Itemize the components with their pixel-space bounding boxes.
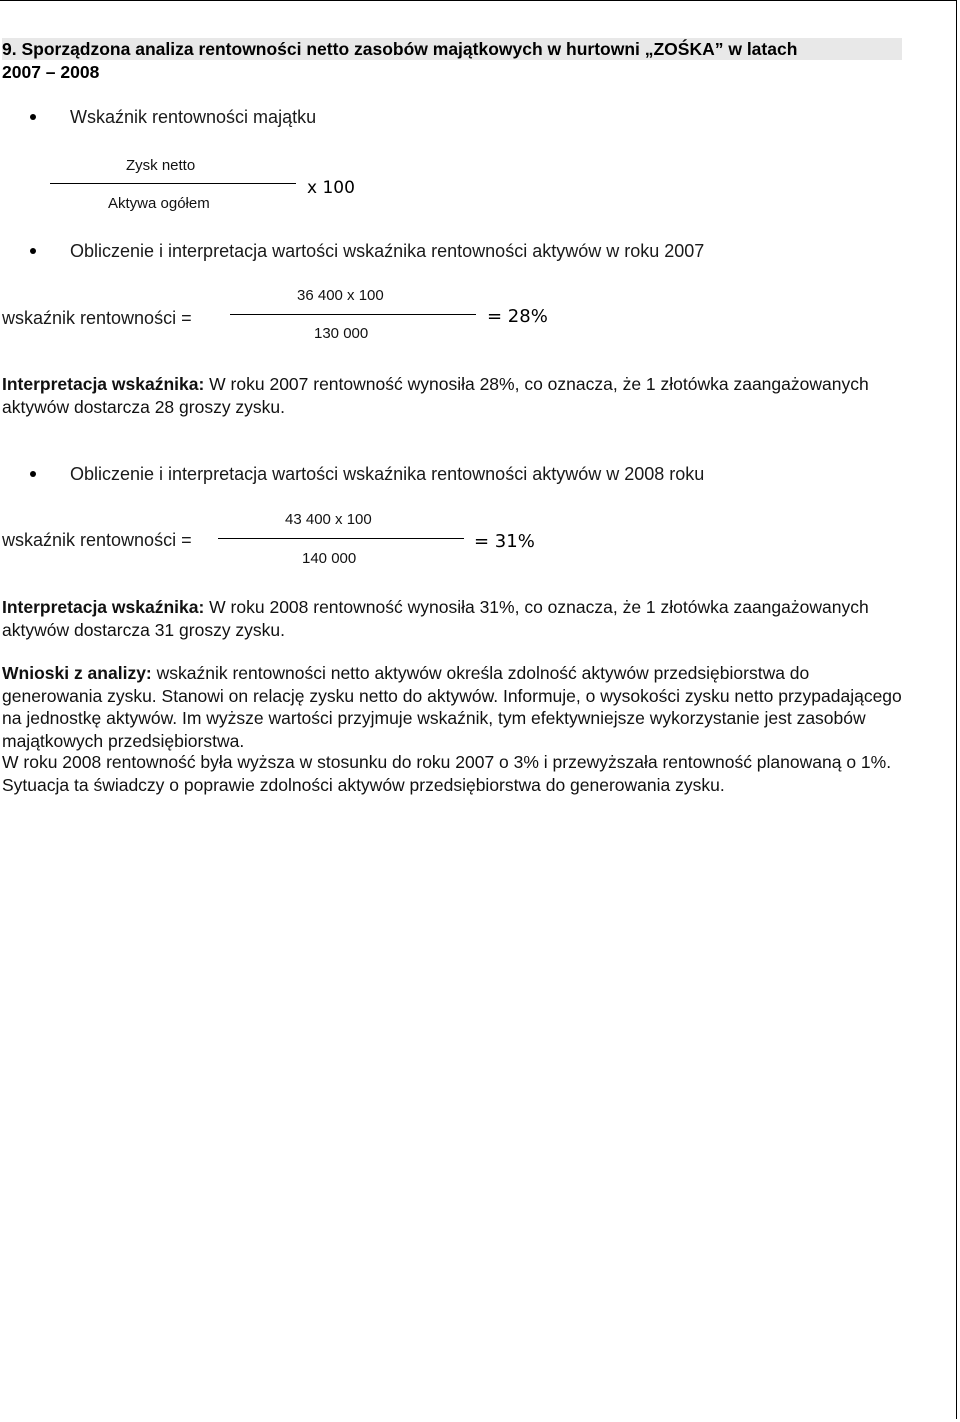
bullet-dot-icon	[30, 114, 36, 120]
formula-label-2007: wskaźnik rentowności =	[2, 308, 192, 328]
interpretation-2008	[2, 596, 902, 641]
interpretation-2007	[2, 373, 902, 418]
interpretation-text: W roku 2007 rentowność wynosiła 28%, co oznacza, że 1 złotówka zaangażowanych aktywów dostarcza 28 groszy zysku.	[2, 374, 869, 417]
formula-result-2007: = 28%	[487, 306, 548, 327]
fraction-line	[50, 183, 296, 184]
conclusions-text-2: W roku 2008 rentowność była wyższa w stosunku do roku 2007 o 3% i przewyższała rentowność planowaną o 1%. Sytuacja ta świadczy o poprawie zdolności aktywów przedsiębiorstwa do generowania zysku.	[2, 752, 892, 795]
conclusions-paragraph-2	[2, 751, 902, 796]
conclusions-label: Wnioski z analizy:	[2, 663, 152, 683]
heading-line-2: 2007 – 2008	[2, 62, 100, 82]
interpretation-label: Interpretacja wskaźnika:	[2, 597, 205, 617]
section-heading	[2, 38, 902, 84]
formula-multiplier: x 100	[307, 178, 355, 198]
bullet-text: Wskaźnik rentowności majątku	[70, 107, 317, 127]
bullet-text: Obliczenie i interpretacja wartości wskaźnika rentowności aktywów w 2008 roku	[70, 464, 705, 484]
fraction-line-2007	[230, 314, 476, 315]
formula-denominator: Aktywa ogółem	[108, 195, 210, 212]
conclusions-paragraph	[2, 662, 902, 752]
conclusions-text: wskaźnik rentowności netto aktywów określa zdolność aktywów przedsiębiorstwa do generowania zysku. Stanowi on relację zysku netto do aktywów. Informuje, o wysokości zysku netto przypadającego na jednostkę aktywów. Im wyższe wartości przyjmuje wskaźnik, tym efektywniejsze wykorzystanie jest zasobów majątkowych przedsiębiorstwa.	[2, 663, 902, 751]
interpretation-text: W roku 2008 rentowność wynosiła 31%, co oznacza, że 1 złotówka zaangażowanych aktywów dostarcza 31 groszy zysku.	[2, 597, 869, 640]
heading-line-1: 9. Sporządzona analiza rentowności netto zasobów majątkowych w hurtowni „ZOŚKA” w latach	[2, 39, 798, 59]
formula-denominator-2007: 130 000	[314, 325, 369, 342]
formula-numerator-2007: 36 400 x 100	[297, 287, 384, 304]
bullet-dot-icon	[30, 248, 36, 254]
formula-numerator-2008: 43 400 x 100	[285, 511, 372, 528]
bullet-dot-icon	[30, 471, 36, 477]
bullet-text: Obliczenie i interpretacja wartości wskaźnika rentowności aktywów w roku 2007	[70, 241, 705, 261]
formula-denominator-2008: 140 000	[302, 550, 357, 567]
fraction-line-2008	[218, 538, 464, 539]
formula-numerator: Zysk netto	[126, 157, 196, 174]
formula-label-2008: wskaźnik rentowności =	[2, 530, 192, 550]
formula-result-2008: = 31%	[474, 531, 535, 552]
interpretation-label: Interpretacja wskaźnika:	[2, 374, 205, 394]
